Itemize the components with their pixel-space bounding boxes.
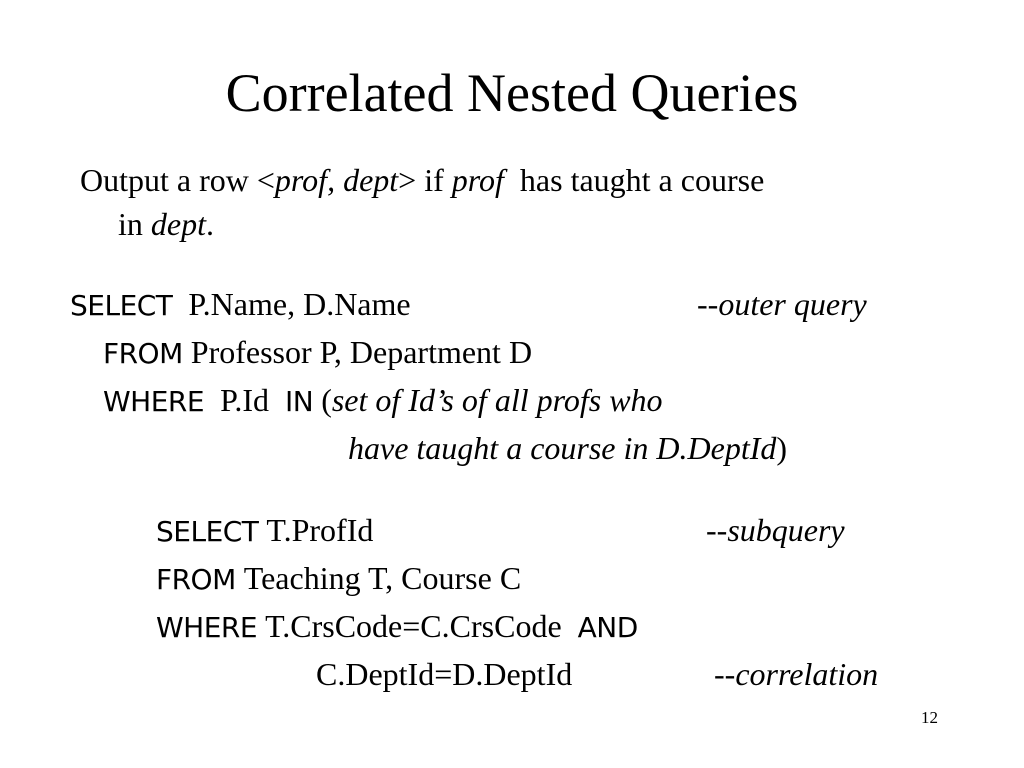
outer-paren-close: ): [776, 430, 788, 466]
intro-pair: prof, dept: [274, 162, 399, 198]
sub-comment: [706, 510, 845, 550]
intro-text: [80, 158, 980, 246]
outer-from-keyword: FROM: [103, 337, 183, 370]
outer-select-line: [70, 284, 411, 326]
sub-correlation-comment: [714, 654, 878, 694]
outer-comment: [697, 284, 867, 324]
outer-where-field: P.Id: [220, 382, 269, 418]
outer-select-columns: P.Name, D.Name: [188, 286, 411, 322]
intro-text-4: in: [118, 206, 151, 242]
sub-and-keyword: AND: [577, 611, 638, 644]
intro-prof: prof: [451, 162, 504, 198]
intro-text-2: if: [416, 162, 452, 198]
intro-line-2: [80, 202, 980, 246]
sub-from-line: [156, 558, 521, 600]
outer-set-description-1: set of Id’s of all profs who: [331, 382, 663, 418]
outer-where-line: [103, 380, 663, 422]
intro-gt: >: [398, 162, 417, 198]
outer-comment-text: outer query: [718, 286, 867, 322]
sub-where-line: [156, 606, 638, 648]
sub-where-keyword: WHERE: [156, 611, 258, 644]
sub-where-condition: T.CrsCode=C.CrsCode: [265, 608, 562, 644]
outer-paren-open: (: [321, 382, 332, 418]
sub-from-tables: Teaching T, Course C: [243, 560, 522, 596]
page-number: 12: [921, 708, 938, 727]
intro-text-1: Output a row: [80, 162, 257, 198]
intro-period: .: [205, 206, 214, 242]
outer-from-tables: Professor P, Department D: [190, 334, 533, 370]
sub-condition-2: C.DeptId=D.DeptId: [316, 656, 573, 692]
sub-comment2-text: correlation: [735, 656, 879, 692]
sub-comment-dash: --: [706, 512, 728, 548]
outer-from-line: [103, 332, 532, 374]
intro-text-3: has taught a course: [503, 162, 765, 198]
sub-select-line: [156, 510, 373, 552]
outer-set-description-2: have taught a course in D.DeptId: [348, 430, 777, 466]
outer-where-keyword: WHERE: [103, 385, 205, 418]
sub-select-keyword: SELECT: [156, 515, 259, 548]
sub-select-columns: T.ProfId: [266, 512, 374, 548]
slide-title: Correlated Nested Queries: [225, 63, 799, 123]
intro-line-1: [80, 158, 980, 202]
sub-from-keyword: FROM: [156, 563, 236, 596]
intro-dept: dept: [150, 206, 206, 242]
sub-comment-text: subquery: [727, 512, 845, 548]
outer-set-line-2: [348, 428, 787, 468]
outer-in-keyword: IN: [284, 385, 314, 418]
sub-comment2-dash: --: [714, 656, 736, 692]
outer-select-keyword: SELECT: [70, 289, 173, 322]
intro-lt: <: [256, 162, 275, 198]
outer-comment-dash: --: [697, 286, 719, 322]
sub-condition-2-line: [316, 654, 572, 694]
